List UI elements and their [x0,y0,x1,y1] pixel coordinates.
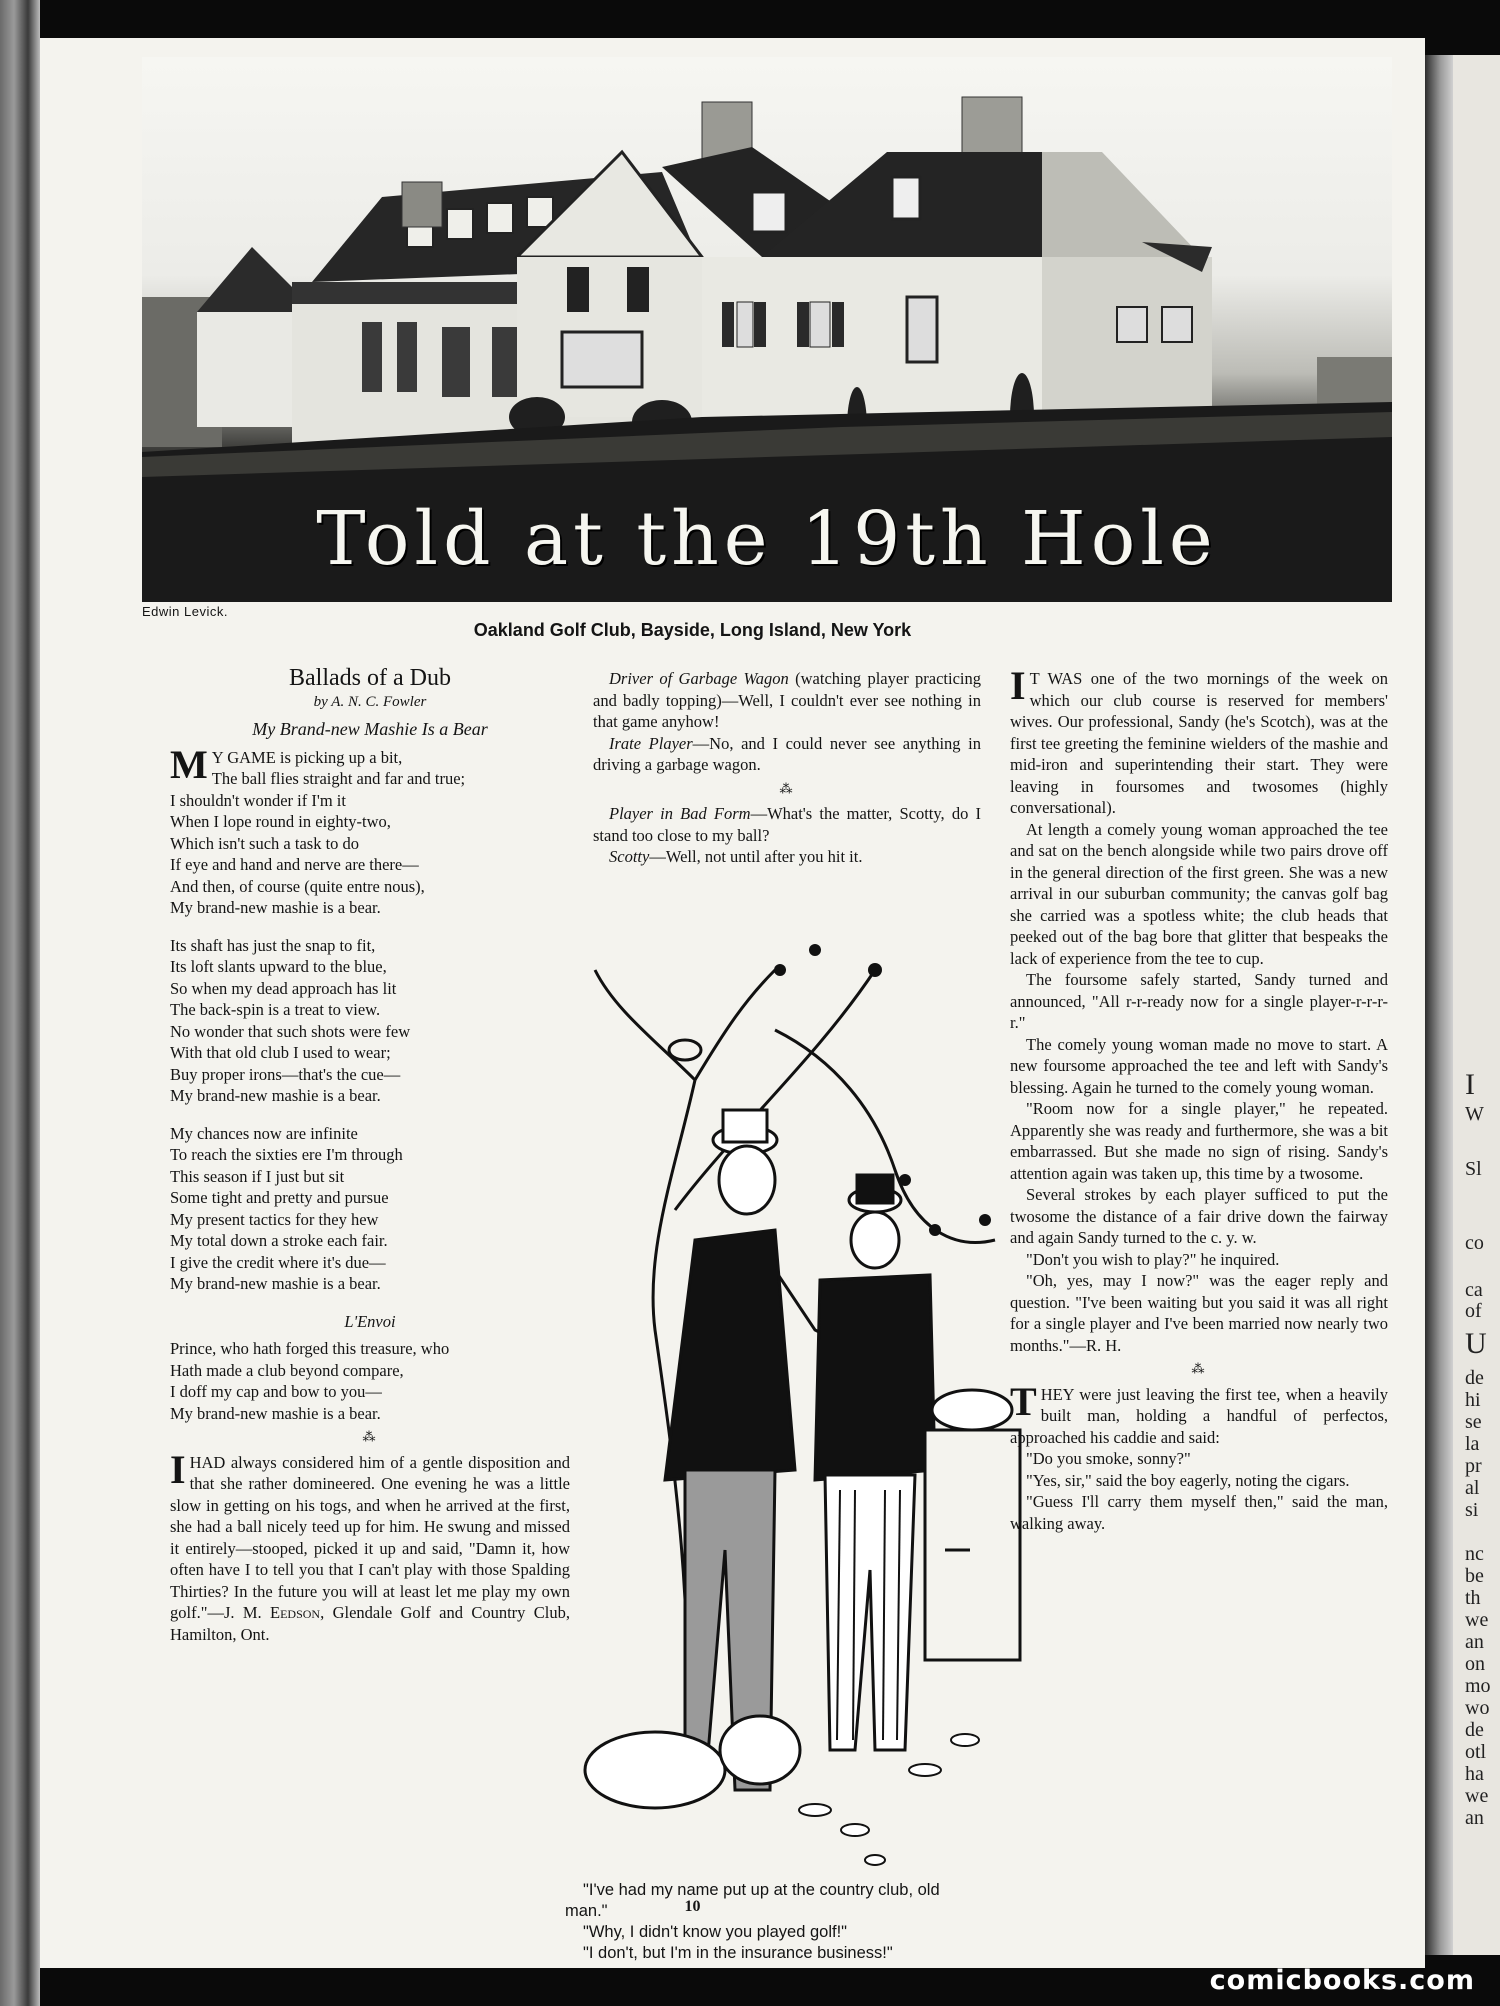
drop-cap: M [170,741,208,787]
drop-cap: T [1010,1378,1037,1424]
cartoon-caption [565,1880,965,1964]
strip-letter: an [1465,1631,1484,1653]
ballad-title: Ballads of a Dub [289,665,451,691]
story-cigars-2: "Do you smoke, sonny?" [1026,1449,1191,1468]
story-single-player-7: "Don't you wish to play?" he inquired. [1026,1249,1280,1269]
section-divider: ⁂ [1191,1361,1207,1376]
story-single-player-1: I T WAS one of the two mornings of the week on which our club course is reserved for members' wives. Our professional, Sandy (he's Scotch), was at the first tee greeting the feminine wielders of the mashie and mid-iron and superintending their start. They were leaving in foursomes and twosomes (highly conversational). [1010,663,1388,817]
strip-letter: nc [1465,1543,1484,1565]
strip-letter: W [1465,1103,1484,1125]
strip-letter: se [1465,1411,1482,1433]
ballad-stanza-2: Its shaft has just the snap to fit, Its loft slants upward to the blue, So when my dead approach has lit The back-spin is a treat to view. No wonder that such shots were few With that old club I used to wear; Buy proper irons—that's the cue— My brand-new mashie is a bear. [170,935,411,1105]
strip-letter: ha [1465,1763,1484,1785]
drop-cap: I [1010,663,1026,708]
strip-letter: Sl [1465,1158,1482,1180]
story-single-player-4: The comely young woman made no move to start. A new foursome approached the tee and left with Sandy's blessing. Again he turned to the comely young woman. [1010,1034,1388,1097]
strip-letter: an [1465,1807,1484,1829]
ballad-stanza-1: I shouldn't wonder if I'm it When I lope round in eighty-two, Which isn't such a task to do If eye and hand and nerve are there— And then, of course (quite entre nous), My brand-new mashie is a bear. [170,790,425,917]
ballad-stanza-1-opening: M Y GAME is picking up a bit, The ball flies straight and far and true; [170,741,466,788]
strip-letter: be [1465,1565,1484,1587]
story-bad-form-1: Player in Bad Form—What's the matter, Scotty, do I stand too close to my ball? [593,804,982,845]
watermark: comicbooks.com [1209,1965,1475,1996]
envoi-title: L'Envoi [344,1311,396,1331]
binder-edge [0,0,40,2006]
adjacent-page-strip [1425,55,1500,1955]
strip-letter: de [1465,1719,1484,1741]
envoi-stanza: Prince, who hath forged this treasure, who Hath made a club beyond compare, I doff my cap and bow to you— My brand-new mashie is a bear. [170,1339,450,1423]
strip-letter: otl [1465,1741,1487,1763]
section-divider: ⁂ [362,1429,378,1444]
strip-letter: al [1465,1477,1480,1499]
ballad-author: by A. N. C. Fowler [313,693,427,710]
column-3 [1010,663,1388,1534]
caption-line: "Why, I didn't know you played golf!" [583,1923,848,1941]
strip-letter: co [1465,1232,1484,1254]
strip-letter: si [1465,1499,1479,1521]
story-cigars-1: THEY were just leaving the first tee, when a heavily built man, holding a handful of perfectos, approached his caddie and said: [1010,1378,1388,1447]
story-garbage-wagon-1: Driver of Garbage Wagon (watching player practicing and badly topping)—Well, I couldn't ever see nothing in that game anyhow! [593,669,982,731]
strip-letter: I [1465,1068,1475,1101]
strip-letter: mo [1465,1675,1491,1697]
photo-caption: Oakland Golf Club, Bayside, Long Island, New York [473,620,912,640]
story-cigars-3: "Yes, sir," said the boy eagerly, noting the cigars. [1026,1470,1350,1490]
clubhouse-photo [142,57,1392,602]
story-bad-form-2: Scotty—Well, not until after you hit it. [609,847,863,866]
page-title: Told at the 19th Hole [316,496,1218,582]
story-single-player-2: At length a comely young woman approached the tee and sat on the bench alongside while two pairs drove off in the general direction of the first green. She was a new arrival in our suburban community; the canvas golf bag she carried was a spotless white; the club heads that peeked out of the bag bore that glitter that bespeaks the lack of experience from the tee to cup. [1010,819,1388,968]
story-single-player-5: "Room now for a single player," he repeated. Apparently she was ready and furthermore, she was a bit embarrassed. But she made no sign of rising. Sandy's attention again was taken up, this time by a twosome. [1010,1099,1388,1183]
section-divider: ⁂ [779,780,795,796]
ballad-stanza-3: My chances now are infinite To reach the sixties ere I'm through This season if I just but sit Some tight and pretty and pursue My present tactics for they hew My total down a stroke each fair. I give the credit where it's due— My brand-new mashie is a bear. [170,1123,403,1293]
drop-cap: I [170,1446,186,1492]
strip-letter: of [1465,1300,1482,1322]
story-domineered: IHAD always considered him of a gentle disposition and that she rather domineered. One evening he was a little slow in getting on his togs, and when he arrived at the first, she had a ball nicely teed up for him. He swung and missed it entirely—stooped, picked it up and said, "Damn it, how often have I to tell you that I can't play with those Spalding Thirties? In the future you will at least let me play my own golf."—J. M. Eedson, Glendale Golf and Country Club, Hamilton, Ont. [170,1446,570,1644]
story-single-player-3: The foursome safely started, Sandy turned and announced, "All r-r-ready now for a single player-r-r-r-r." [1010,970,1388,1032]
strip-letter: hi [1465,1389,1481,1411]
strip-letter: de [1465,1367,1484,1389]
strip-letter: U [1465,1327,1487,1360]
caption-line: "I don't, but I'm in the insurance business!" [583,1944,893,1962]
column-1 [170,665,570,1645]
strip-letter: we [1465,1609,1489,1631]
photo-credit: Edwin Levick. [142,604,228,619]
strip-letter: we [1465,1785,1489,1807]
page-number: 10 [684,1898,701,1915]
strip-letter: pr [1465,1455,1482,1477]
story-single-player-8: "Oh, yes, may I now?" was the eager reply and question. "I've been waiting but you said it was all right for a single player and I've been married now nearly two months."—R. H. [1010,1271,1388,1355]
golf-cartoon [575,910,1023,1870]
story-cigars-4: "Guess I'll carry them myself then," said the man, walking away. [1010,1492,1388,1533]
story-single-player-6: Several strokes by each player sufficed to put the twosome the distance of a fair drive down the fairway and again Sandy turned to the c. y. w. [1010,1185,1388,1247]
strip-letter: ca [1465,1279,1483,1301]
strip-letter: wo [1465,1697,1490,1719]
story-garbage-wagon-2: Irate Player—No, and I could never see anything in driving a garbage wagon. [593,733,981,774]
strip-letter: on [1465,1653,1485,1675]
strip-letter: th [1465,1587,1481,1609]
column-2 [593,668,981,868]
strip-letter: la [1465,1433,1480,1455]
caption-line: "I've had my name put up at the country club, old man." [565,1881,940,1920]
ballad-subtitle: My Brand-new Mashie Is a Bear [252,719,488,739]
